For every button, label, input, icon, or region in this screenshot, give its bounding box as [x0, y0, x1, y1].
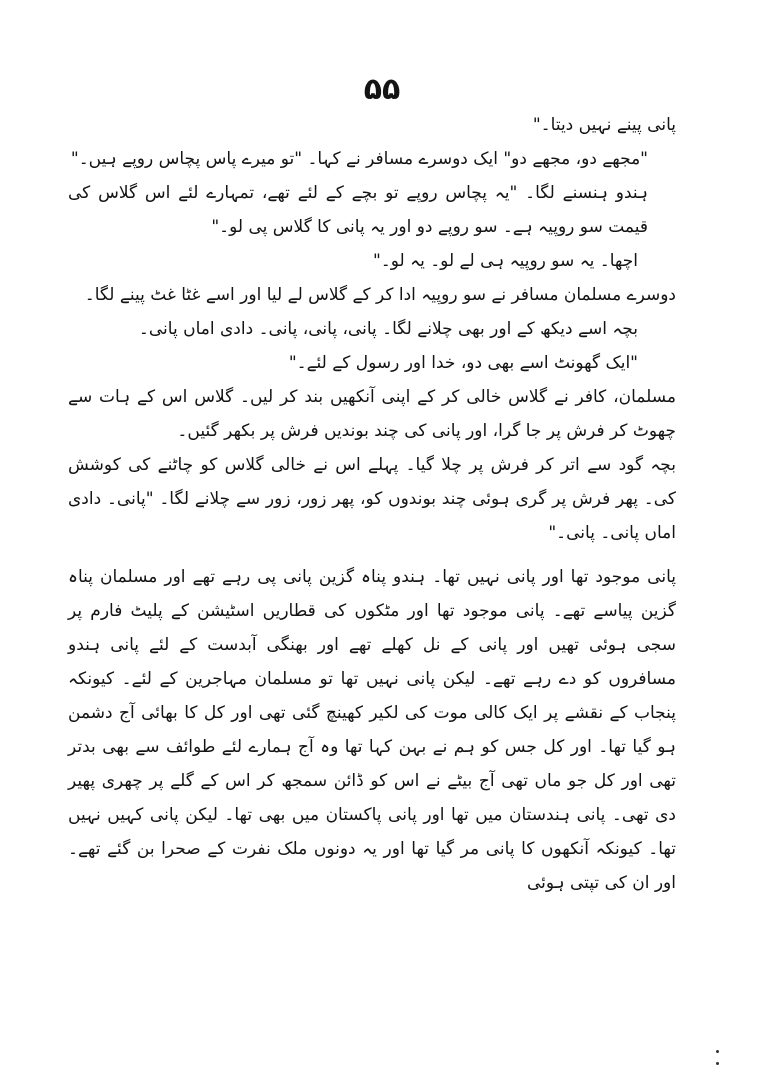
- paragraph-9: بچہ گود سے اتر کر فرش پر چلا گیا۔ پہلے اس نے خالی گلاس کو چاٹنے کی کوشش کی۔ پھر فرش پر گری ہوئی چند بوندوں کو، پھر زور، زور سے چلانے لگا۔ "پانی۔ دادی اماں پانی۔ پانی۔": [68, 455, 676, 543]
- paragraph-7: "ایک گھونٹ اسے بھی دو، خدا اور رسول کے لئے۔": [288, 353, 638, 373]
- paragraph-4: اچھا۔ یہ سو روپیہ ہی لے لو۔ یہ لو۔": [372, 251, 638, 271]
- paragraph-6: بچہ اسے دیکھ کے اور بھی چلانے لگا۔ پانی، پانی، پانی۔ دادی اماں پانی۔: [138, 319, 638, 339]
- paragraph-8: مسلمان، کافر نے گلاس خالی کر کے اپنی آنکھیں بند کر لیں۔ گلاس اس کے ہات سے چھوٹ کر فرش پر جا گرا، اور پانی کی چند بوندیں فرش پر بکھر گئیں۔: [68, 387, 676, 441]
- paragraph-2: "مجھے دو، مجھے دو" ایک دوسرے مسافر نے کہا۔ "تو میرے پاس پچاس روپے ہیں۔": [70, 149, 648, 169]
- paragraph-10: پانی موجود تھا اور پانی نہیں تھا۔ ہندو پناہ گزین پانی پی رہے تھے اور مسلمان پناہ گزین پیاسے تھے۔ پانی موجود تھا اور مٹکوں کی قطاریں اسٹیشن کے پلیٹ فارم پر سجی ہوئی تھیں اور پانی کے نل کھلے تھے اور بھنگی آبدست کے لئے پانی ہندو مسافروں کو دے رہے تھے۔ لیکن پانی نہیں تھا تو مسلمان مہاجرین کے لئے۔ کیونکہ پنجاب کے نقشے پر ایک کالی موت کی لکیر کھینچ گئی تھی اور کل کا بھائی آج دشمن ہو گیا تھا۔ اور کل جس کو ہم نے بہن کہا تھا وہ آج ہمارے لئے طوائف سے بھی بدتر تھی اور کل جو ماں تھی آج بیٹے نے اس کو ڈائن سمجھ کر اس کے گلے پر چھری پھیر دی تھی۔ پانی ہندستان میں تھا اور پانی پاکستان میں بھی تھا۔ لیکن پانی کہیں نہیں تھا۔ کیونکہ آنکھوں کا پانی مر گیا تھا اور یہ دونوں ملک نفرت کے صحرا بن گئے تھے۔ اور ان کی تپتی ہوئی: [68, 567, 676, 893]
- paragraph-3: ہندو ہنسنے لگا۔ "یہ پچاس روپے تو بچے کے لئے تھے، تمہارے لئے اس گلاس کی قیمت سو روپیہ ہے۔ سو روپے دو اور یہ پانی کا گلاس پی لو۔": [68, 183, 648, 237]
- paragraph-5: دوسرے مسلمان مسافر نے سو روپیہ ادا کر کے گلاس لے لیا اور اسے غٹا غٹ پینے لگا۔: [84, 285, 676, 305]
- page-number: ۵۵: [363, 72, 401, 107]
- scan-speck: [716, 1062, 719, 1065]
- paragraph-1: پانی پینے نہیں دیتا۔": [532, 115, 676, 135]
- body-text: [68, 108, 676, 900]
- scan-speck: [716, 1050, 719, 1053]
